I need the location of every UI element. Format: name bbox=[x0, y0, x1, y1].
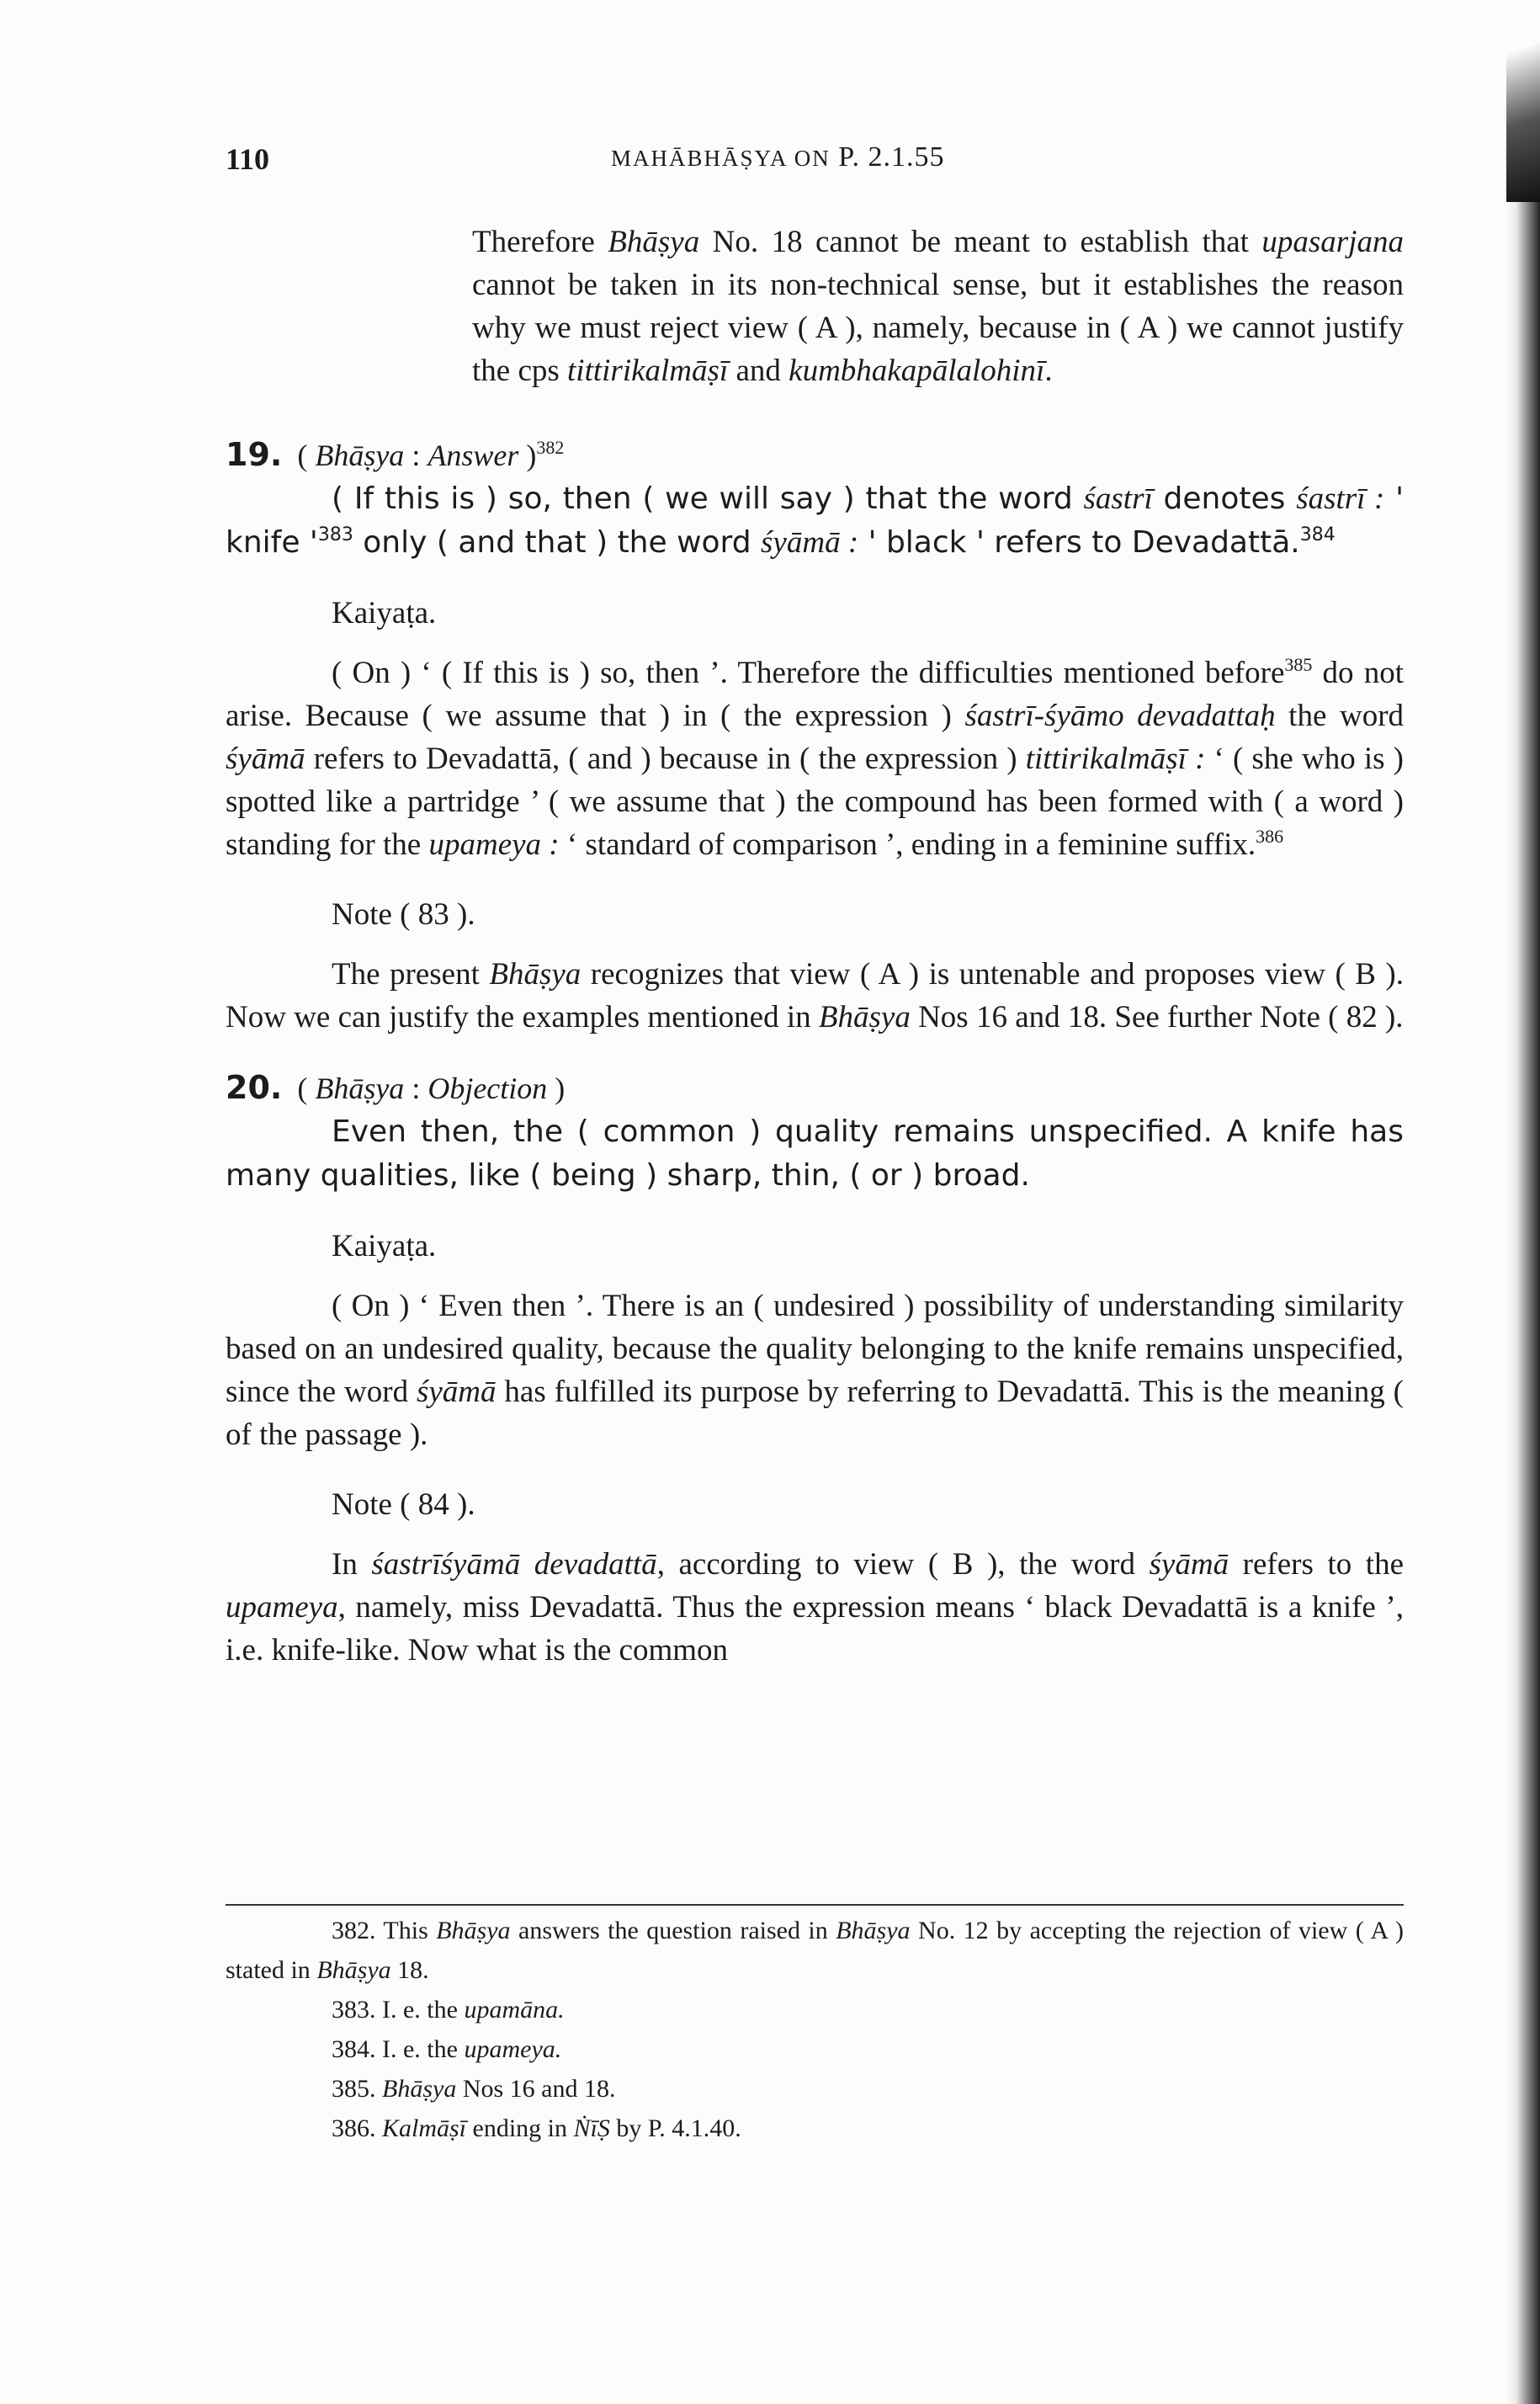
page-edge-shadow bbox=[1506, 0, 1540, 2404]
main-text bbox=[226, 221, 1404, 1672]
footnote-386: 386. Kalmāṣī ending in ṄīṢ by P. 4.1.40. bbox=[332, 2114, 741, 2142]
note-label: Note ( 84 ). bbox=[332, 1487, 475, 1522]
note-label: Note ( 83 ). bbox=[332, 897, 475, 932]
footnote-382: 382. This Bhāṣya answers the question raised in Bhāṣya No. 12 by accepting the rejection of view ( A ) stated in Bhāṣya 18. bbox=[226, 1917, 1404, 1984]
intro-paragraph: Therefore Bhāṣya No. 18 cannot be meant to establish that upasarjana cannot be taken in its non-technical sense, but it establishes the reason why we must reject view ( A ), namely, because in ( A ) we cannot justify the cps tittirikalmāṣī and kumbhakapālalohinī. bbox=[472, 225, 1404, 388]
section-19-heading: 19. ( Bhāṣya : Answer )$^{382}$ bbox=[226, 436, 565, 473]
running-title bbox=[611, 141, 944, 173]
section-19-commentary: ( On ) ‘ ( If this is ) so, then ’. Therefore the difficulties mentioned before$^{385}$ do not arise. Because ( we assume that ) in ( the expression ) śastrī-śyāmo devadattaḥ the word śyāmā refers to Devadattā, ( and ) because in ( the expression ) tittirikalmāṣī : ‘ ( she who is ) spotted like a partridge ’ ( we assume that ) the compound has been formed with ( a word ) standing for the upameya : ‘ standard of comparison ’, ending in a feminine suffix.$^{386}$ bbox=[226, 654, 1405, 862]
section-number: 20. bbox=[226, 1069, 283, 1106]
footnote-385: 385. Bhāṣya Nos 16 and 18. bbox=[332, 2075, 616, 2103]
page-number: 110 bbox=[226, 142, 270, 176]
commentary-label: Kaiyaṭa. bbox=[332, 596, 437, 630]
running-title-text: MAHĀBHĀṢYA ON bbox=[611, 146, 831, 171]
footnote-divider bbox=[226, 1904, 1404, 1906]
section-20-note: In śastrīśyāmā devadattā, according to view ( B ), the word śyāmā refers to the upameya, namely, miss Devadattā. Thus the expression means ‘ black Devadattā is a knife ’, i.e. knife-like. Now what is the common bbox=[226, 1547, 1404, 1667]
section-20-heading: 20. ( Bhāṣya : Objection ) bbox=[226, 1069, 566, 1106]
footnote-ref: 382 bbox=[536, 437, 565, 458]
footnotes bbox=[226, 1911, 1404, 2148]
running-head bbox=[226, 141, 1399, 192]
section-20-commentary: ( On ) ‘ Even then ’. There is an ( undesired ) possibility of understanding similarity based on an undesired quality, because the quality belonging to the knife remains unspecified, since the word śyāmā has fulfilled its purpose by referring to Devadattā. This is the meaning ( of the passage ). bbox=[226, 1289, 1404, 1452]
section-19-note: The present Bhāṣya recognizes that view ( A ) is untenable and proposes view ( B ). Now we can justify the examples mentioned in Bhāṣya Nos 16 and 18. See further Note ( 82 ). bbox=[226, 957, 1404, 1034]
commentary-label: Kaiyaṭa. bbox=[332, 1229, 437, 1263]
footnote-383: 383. I. e. the upamāna. bbox=[332, 1996, 565, 2024]
running-title-ref: P. 2.1.55 bbox=[838, 141, 945, 173]
section-19-translation: ( If this is ) so, then ( we will say ) that the word śastrī denotes śastrī : ' knife '$^{383}$ only ( and that ) the word śyāmā : ' black ' refers to Devadattā.$^{384}$ bbox=[226, 481, 1405, 560]
section-number: 19. bbox=[226, 436, 283, 473]
section-20-translation: Even then, the ( common ) quality remains unspecified. A knife has many qualities, like ( being ) sharp, thin, ( or ) broad. bbox=[226, 1114, 1404, 1193]
footnote-384: 384. I. e. the upameya. bbox=[332, 2035, 562, 2063]
